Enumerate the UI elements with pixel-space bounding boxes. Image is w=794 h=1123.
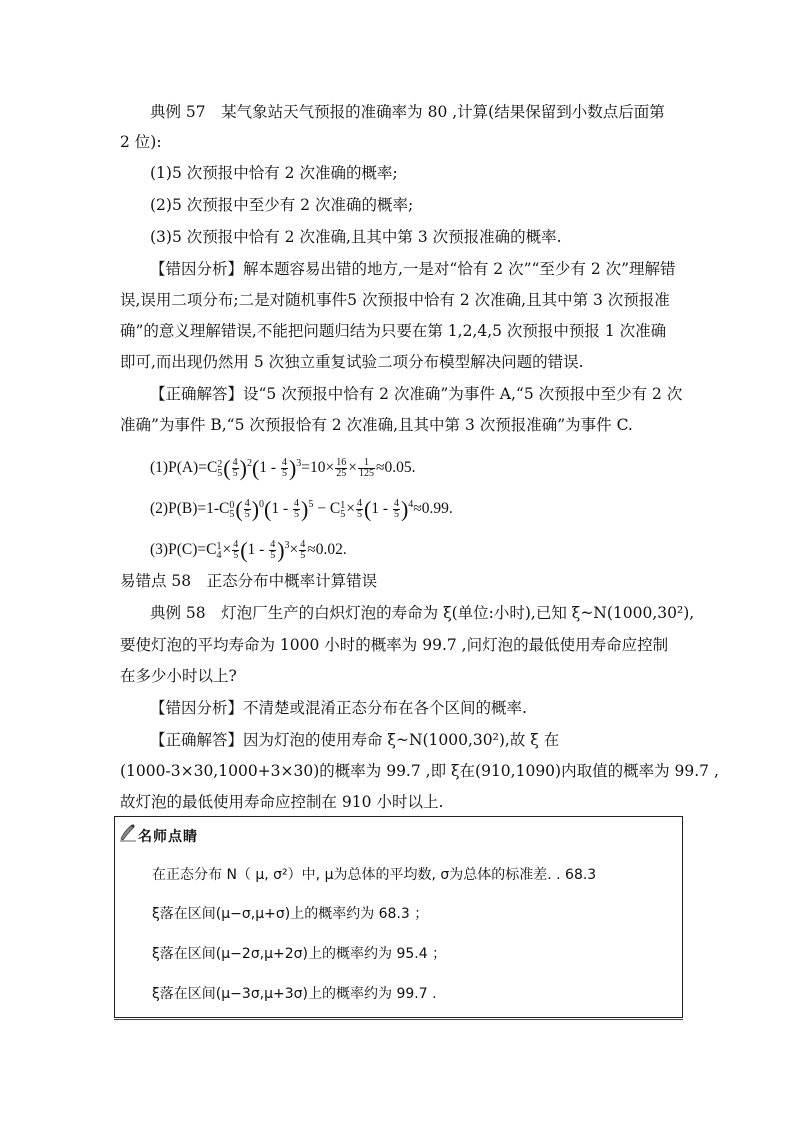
teacher-pen-icon [118, 821, 138, 843]
example-58-line-1: 典例 58 灯泡厂生产的白炽灯泡的寿命为 ξ(单位:小时),已知 ξ~N(1000,30²), [150, 604, 695, 622]
error-analysis-58: 【错因分析】不清楚或混淆正态分布在各个区间的概率. [150, 699, 527, 717]
error-analysis-57-line-3: 确”的意义理解错误,不能把问题归结为只要在第 1,2,4,5 次预报中预报 1 次准确 [120, 322, 667, 340]
example-57-line-2: 2 位): [120, 133, 162, 151]
example-57-question-1: (1)5 次预报中恰有 2 次准确的概率; [150, 164, 398, 182]
formula-3: (3)P(C)=C 1 4 × $\frac{4}{5}$ (1 - $\frac{4}{5}$ )$^3$× $\frac{4}{5}$ ≈0.02. [150, 537, 347, 563]
formula-2-lhs: (2)P(B)=1-C [150, 500, 230, 518]
formula-1: (1)P(A)=C 2 5 ( $\frac{4}{5}$ )$^2$(1 - $\frac{4}{5}$ )$^3$=10× $\frac{16}{25}$ × $\frac{1}{125}$ ≈0.05. [150, 455, 416, 481]
formula-3-lhs: (3)P(C)=C [150, 541, 217, 559]
example-58-line-3: 在多少小时以上? [120, 667, 237, 685]
solution-57-line-2: 准确”为事件 B,“5 次预报恰有 2 次准确,且其中第 3 次预报准确”为事件 C. [120, 416, 633, 434]
formula-2: (2)P(B)=1-C 0 5 ( $\frac{4}{5}$ )$^0$(1 - $\frac{4}{5}$ )$^5$ − C 1 5 × $\frac{4}{5}$ (1 - $\frac{4}{5}$ )$^4$≈0.99. [150, 496, 453, 522]
solution-58-line-3: 故灯泡的最低使用寿命应控制在 910 小时以上. [120, 793, 444, 811]
tip-box-shadow-line [114, 1019, 683, 1020]
error-analysis-57-line-2: 误,误用二项分布;二是对随机事件5 次预报中恰有 2 次准确,且其中第 3 次预报准 [120, 291, 670, 309]
tip-line-1: 在正态分布 N（ μ, σ²）中, μ为总体的平均数, σ为总体的标准差. . 68.3 [152, 867, 597, 883]
solution-57-line-1: 【正确解答】设“5 次预报中恰有 2 次准确”为事件 A,“5 次预报中至少有 2 次 [150, 385, 683, 403]
formula-1-result: ≈0.05. [376, 459, 416, 477]
formula-2-result: ≈0.99. [413, 500, 453, 518]
error-analysis-57-line-4: 即可,而出现仍然用 5 次独立重复试验二项分布模型解决问题的错误. [120, 353, 584, 371]
example-57-question-3: (3)5 次预报中恰有 2 次准确,且其中第 3 次预报准确的概率. [150, 228, 562, 246]
tip-line-2: ξ落在区间(μ−σ,μ+σ)上的概率约为 68.3 ； [152, 906, 429, 922]
example-57-line-1: 典例 57 某气象站天气预报的准确率为 80 ,计算(结果保留到小数点后面第 [150, 103, 665, 121]
formula-3-result: ≈0.02. [307, 541, 347, 559]
solution-58-line-2: (1000-3×30,1000+3×30)的概率为 99.7 ,即 ξ在(910,1090)内取值的概率为 99.7 , [120, 762, 719, 780]
tip-line-3: ξ落在区间(μ−2σ,μ+2σ)上的概率约为 95.4 ； [152, 946, 447, 962]
example-57-question-2: (2)5 次预报中至少有 2 次准确的概率; [150, 196, 414, 214]
formula-1-rhs: =10× [301, 459, 335, 477]
error-analysis-57-line-1: 【错因分析】解本题容易出错的地方,一是对“恰有 2 次”“至少有 2 次”理解错 [150, 260, 676, 278]
example-58-line-2: 要使灯泡的平均寿命为 1000 小时的概率为 99.7 ,问灯泡的最低使用寿命应控制 [120, 636, 669, 654]
solution-58-line-1: 【正确解答】因为灯泡的使用寿命 ξ~N(1000,30²),故 ξ 在 [150, 731, 560, 749]
tip-box-title: 名师点睛 [138, 829, 198, 845]
tip-line-4: ξ落在区间(μ−3σ,μ+3σ)上的概率约为 99.7 . [152, 986, 437, 1002]
section-heading-58: 易错点 58 正态分布中概率计算错误 [120, 572, 378, 590]
formula-1-lhs: (1)P(A)=C [150, 459, 218, 477]
formula-2-mid: − C [317, 500, 341, 518]
